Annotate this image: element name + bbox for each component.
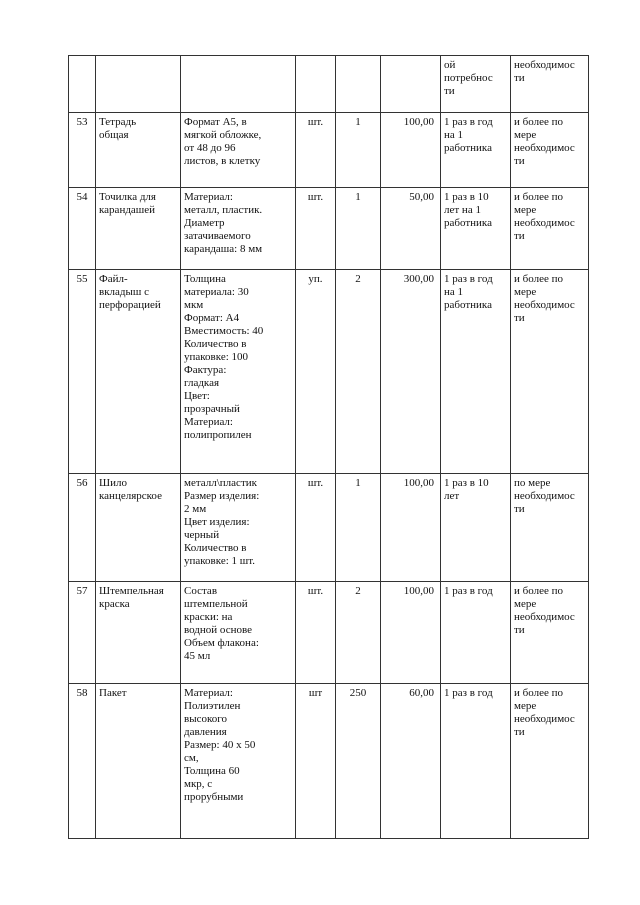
item-qty: 2 — [336, 270, 381, 474]
item-name: Точилка для карандашей — [96, 188, 181, 270]
cell-price — [381, 56, 441, 113]
item-qty: 250 — [336, 684, 381, 839]
item-unit: шт. — [296, 582, 336, 684]
item-price: 100,00 — [381, 582, 441, 684]
row-number: 55 — [69, 270, 96, 474]
item-norm: 1 раз в год на 1 работника — [441, 270, 511, 474]
item-unit: уп. — [296, 270, 336, 474]
item-qty: 2 — [336, 582, 381, 684]
cell-qty — [336, 56, 381, 113]
item-norm: 1 раз в 10 лет на 1 работника — [441, 188, 511, 270]
cell-name — [96, 56, 181, 113]
item-name: Тетрадь общая — [96, 113, 181, 188]
item-period: и более по мере необходимос ти — [511, 113, 589, 188]
item-norm: 1 раз в год — [441, 684, 511, 839]
item-period: и более по мере необходимос ти — [511, 684, 589, 839]
item-qty: 1 — [336, 188, 381, 270]
supplies-table — [68, 55, 589, 839]
table-row — [69, 474, 589, 582]
cell-period — [511, 56, 589, 113]
table-row — [69, 684, 589, 839]
item-period: по мере необходимос ти — [511, 474, 589, 582]
item-spec: Состав штемпельной краски: на водной основе Объем флакона: 45 мл — [181, 582, 296, 684]
table-row — [69, 188, 589, 270]
table-row — [69, 270, 589, 474]
item-unit: шт. — [296, 113, 336, 188]
item-qty: 1 — [336, 113, 381, 188]
item-spec: Материал: Полиэтилен высокого давления Размер: 40 х 50 см, Толщина 60 мкр, с прорубными — [181, 684, 296, 839]
item-price: 50,00 — [381, 188, 441, 270]
period-text: необходимос ти — [514, 59, 575, 84]
item-name: Файл- вкладыш с перфорацией — [96, 270, 181, 474]
cell-no — [69, 56, 96, 113]
item-unit: шт — [296, 684, 336, 839]
row-number: 57 — [69, 582, 96, 684]
norm-text: ой потребнос ти — [444, 59, 493, 97]
item-price: 300,00 — [381, 270, 441, 474]
row-number: 54 — [69, 188, 96, 270]
item-period: и более по мере необходимос ти — [511, 188, 589, 270]
item-price: 100,00 — [381, 113, 441, 188]
item-unit: шт. — [296, 474, 336, 582]
item-name: Пакет — [96, 684, 181, 839]
row-number: 58 — [69, 684, 96, 839]
item-norm: 1 раз в год — [441, 582, 511, 684]
cell-spec — [181, 56, 296, 113]
item-spec: Материал: металл, пластик. Диаметр затачиваемого карандаша: 8 мм — [181, 188, 296, 270]
item-spec: Толщина материала: 30 мкм Формат: А4 Вместимость: 40 Количество в упаковке: 100 Фактура: гладкая Цвет: прозрачный Материал: полипропилен — [181, 270, 296, 474]
item-norm: 1 раз в год на 1 работника — [441, 113, 511, 188]
item-spec: металл\пластик Размер изделия: 2 мм Цвет изделия: черный Количество в упаковке: 1 шт. — [181, 474, 296, 582]
item-qty: 1 — [336, 474, 381, 582]
row-number: 56 — [69, 474, 96, 582]
table-row-header-fragment — [69, 56, 589, 113]
item-period: и более по мере необходимос ти — [511, 582, 589, 684]
item-name: Штемпельная краска — [96, 582, 181, 684]
item-price: 60,00 — [381, 684, 441, 839]
cell-unit — [296, 56, 336, 113]
table-row — [69, 113, 589, 188]
item-unit: шт. — [296, 188, 336, 270]
item-spec: Формат А5, в мягкой обложке, от 48 до 96 листов, в клетку — [181, 113, 296, 188]
item-norm: 1 раз в 10 лет — [441, 474, 511, 582]
item-period: и более по мере необходимос ти — [511, 270, 589, 474]
item-name: Шило канцелярское — [96, 474, 181, 582]
cell-norm — [441, 56, 511, 113]
row-number: 53 — [69, 113, 96, 188]
table-row — [69, 582, 589, 684]
item-price: 100,00 — [381, 474, 441, 582]
